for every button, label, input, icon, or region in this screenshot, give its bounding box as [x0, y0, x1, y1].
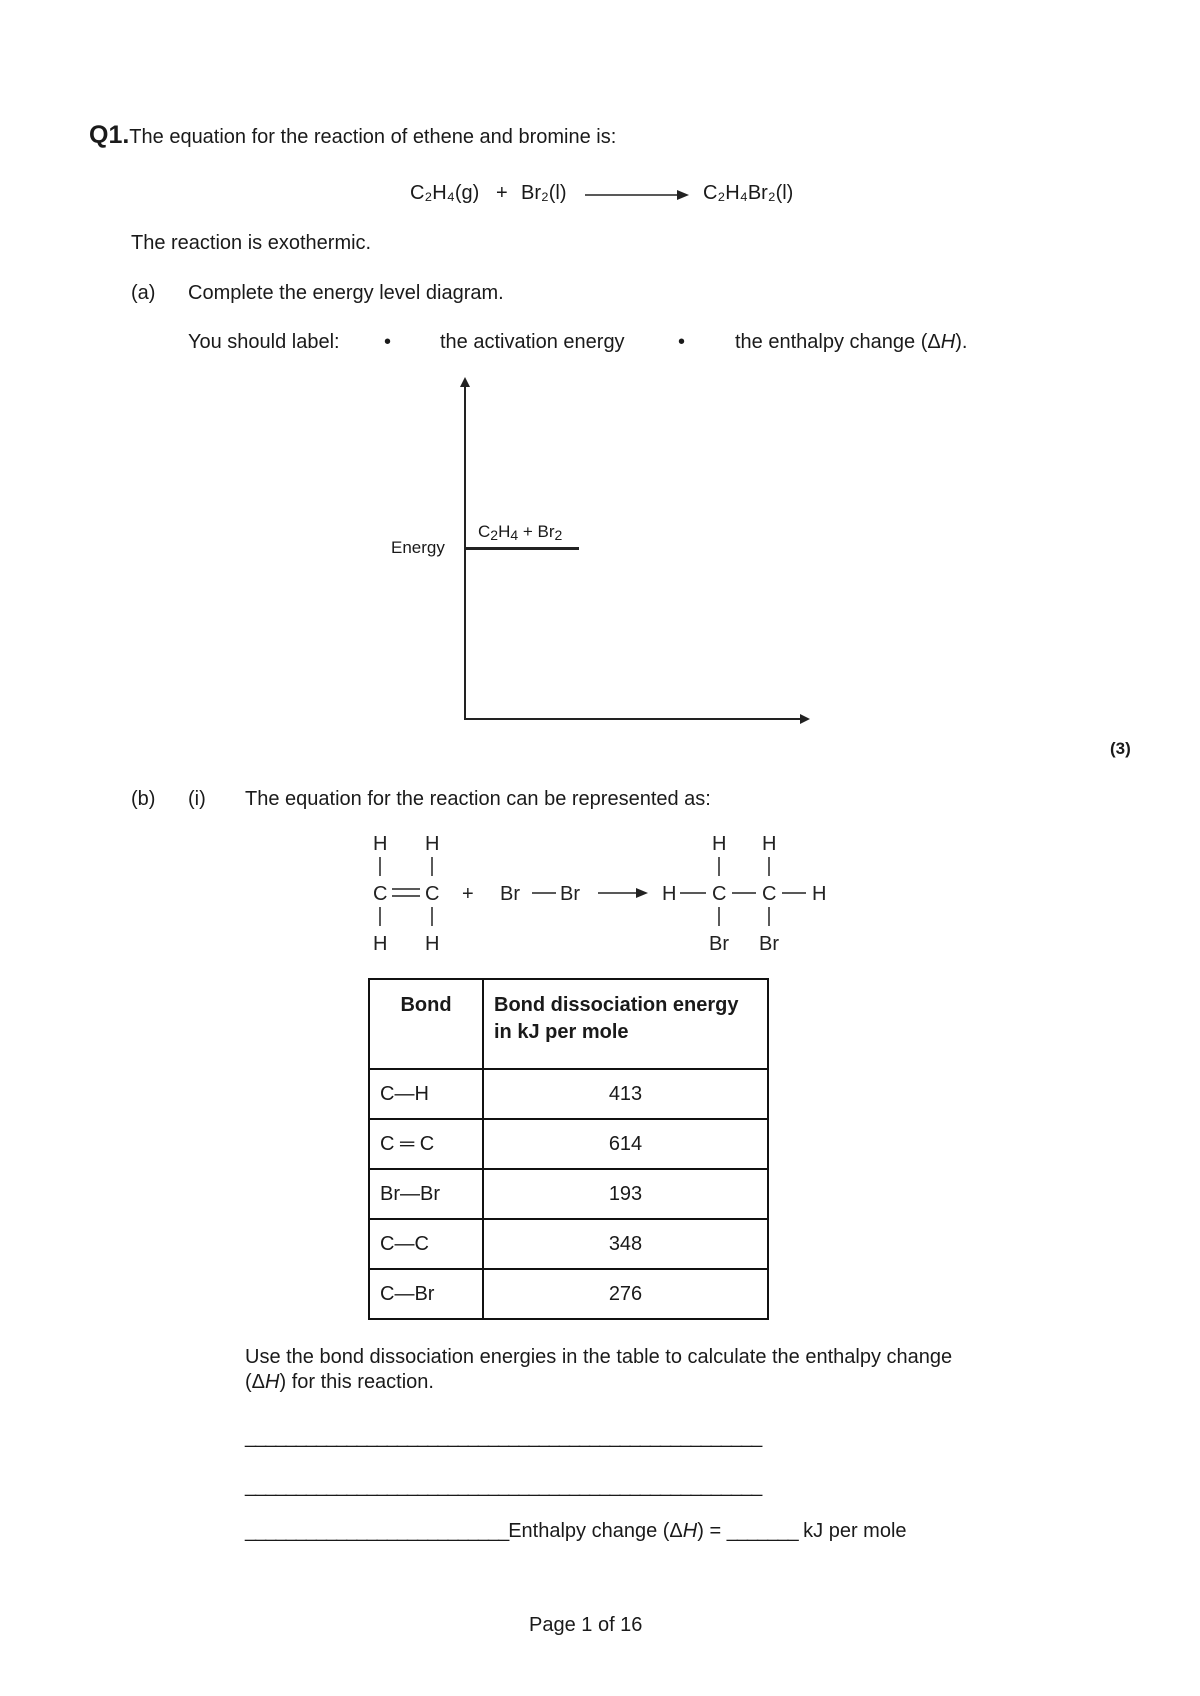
structural-equation	[360, 825, 840, 955]
part-a-text: Complete the energy level diagram.	[188, 282, 504, 304]
bond-cell: C—H	[369, 1069, 483, 1119]
item-activation-energy: the activation energy	[440, 331, 625, 353]
bond-cell: Br—Br	[369, 1169, 483, 1219]
part-b-label: (b)	[131, 788, 156, 810]
energy-cell: 348	[483, 1219, 768, 1269]
table-row	[369, 1169, 768, 1219]
answer-line-1[interactable]: ___________________________________________________	[245, 1426, 762, 1448]
label-prompt: You should label:	[188, 331, 340, 353]
product-h-left: H	[662, 883, 677, 905]
equation-plus: +	[496, 182, 508, 204]
product-c-right: C	[762, 883, 777, 905]
reaction-arrow	[585, 185, 690, 205]
enthalpy-label: Enthalpy change (ΔH) =	[508, 1520, 727, 1542]
header-bond: Bond	[369, 979, 483, 1069]
question-number: Q1.	[89, 121, 130, 149]
part-a-label: (a)	[131, 282, 156, 304]
energy-cell: 193	[483, 1169, 768, 1219]
bromine-br-left: Br	[500, 883, 520, 905]
product-br-right: Br	[759, 933, 779, 955]
ethene-c-left: C	[373, 883, 388, 905]
reactant-level-label: $C_2H_4 + Br_2$	[478, 522, 563, 543]
table-row	[369, 1219, 768, 1269]
equation-reactant1: C₂H₄(g)	[410, 182, 480, 204]
bond-energy-table	[368, 978, 769, 1320]
product-h-top-left: H	[712, 833, 727, 855]
reactant-level-line	[466, 547, 579, 550]
header-energy: Bond dissociation energy in kJ per mole	[483, 979, 768, 1069]
bond-cell: C—C	[369, 1219, 483, 1269]
table-row	[369, 1119, 768, 1169]
part-a-marks: (3)	[1110, 739, 1131, 758]
structure-plus: +	[462, 883, 474, 905]
item-enthalpy-change: the enthalpy change (ΔH).	[735, 331, 968, 353]
equation-reactant2: Br₂(l)	[521, 182, 567, 204]
enthalpy-unit: kJ per mole	[797, 1520, 907, 1542]
exothermic-statement: The reaction is exothermic.	[131, 232, 372, 254]
answer-final-line	[245, 1520, 907, 1543]
ethene-h-bottom-left: H	[373, 933, 388, 955]
question-intro: The equation for the reaction of ethene and bromine is:	[129, 126, 617, 148]
product-c-left: C	[712, 883, 727, 905]
product-h-right: H	[812, 883, 827, 905]
table-row	[369, 1269, 768, 1319]
energy-axis-label: Energy	[391, 538, 445, 557]
product-h-top-right: H	[762, 833, 777, 855]
answer-working-blank[interactable]: __________________________	[245, 1520, 509, 1542]
table-header-row	[369, 979, 768, 1069]
question-header	[89, 121, 616, 150]
page-number: Page 1 of 16	[529, 1614, 643, 1636]
bullet-2: •	[678, 331, 686, 353]
bond-cell: C ═ C	[369, 1119, 483, 1169]
ethene-c-right: C	[425, 883, 440, 905]
product-br-left: Br	[709, 933, 729, 955]
equation-product: C₂H₄Br₂(l)	[703, 182, 794, 204]
x-axis	[464, 718, 808, 720]
instruction-line-1: Use the bond dissociation energies in the table to calculate the enthalpy change	[245, 1346, 953, 1368]
instruction-line-2: (ΔH) for this reaction.	[245, 1371, 434, 1393]
energy-cell: 413	[483, 1069, 768, 1119]
part-b-sub-label: (i)	[188, 788, 206, 810]
bromine-br-right: Br	[560, 883, 580, 905]
energy-cell: 614	[483, 1119, 768, 1169]
part-b-text: The equation for the reaction can be represented as:	[245, 788, 711, 810]
x-axis-arrowhead	[800, 714, 810, 724]
bullet-1: •	[384, 331, 392, 353]
y-axis	[464, 386, 466, 720]
enthalpy-answer-blank[interactable]: _______	[726, 1520, 798, 1542]
ethene-h-bottom-right: H	[425, 933, 440, 955]
ethene-h-top-left: H	[373, 833, 388, 855]
table-row	[369, 1069, 768, 1119]
answer-line-2[interactable]: ___________________________________________________	[245, 1475, 762, 1497]
ethene-h-top-right: H	[425, 833, 440, 855]
energy-cell: 276	[483, 1269, 768, 1319]
bond-cell: C—Br	[369, 1269, 483, 1319]
